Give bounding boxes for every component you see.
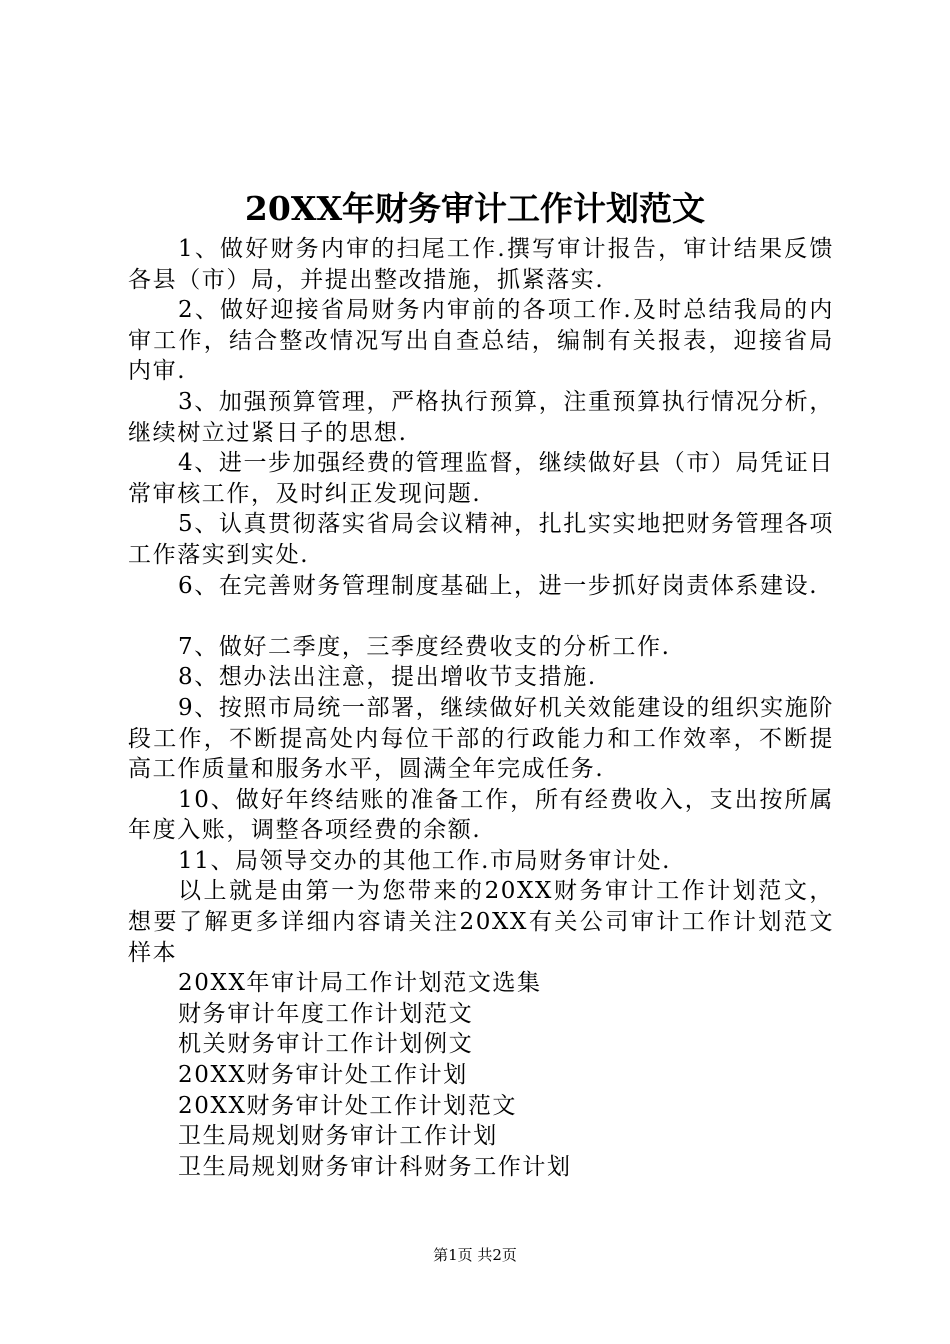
paragraph-8: 8、想办法出注意，提出增收节支措施. bbox=[178, 664, 597, 691]
paragraph-9: 9、按照市局统一部署，继续做好机关效能建设的组织实施阶段工作，不断提高处内每位干部的行政能力和工作效率，不断提高工作质量和服务水平，圆满全年完成任务. bbox=[128, 694, 834, 783]
paragraph-5: 5、认真贯彻落实省局会议精神，扎扎实实地把财务管理各项工作落实到实处. bbox=[128, 511, 834, 568]
related-link[interactable]: 20XX财务审计处工作计划范文 bbox=[178, 1092, 518, 1119]
related-link[interactable]: 卫生局规划财务审计工作计划 bbox=[178, 1123, 498, 1150]
paragraph-11: 11、局领导交办的其他工作.市局财务审计处. bbox=[178, 847, 672, 874]
summary-paragraph: 以上就是由第一为您带来的20XX财务审计工作计划范文，想要了解更多详细内容请关注20XX有关公司审计工作计划范文样本 bbox=[128, 878, 834, 966]
paragraph-7: 7、做好二季度，三季度经费收支的分析工作. bbox=[178, 633, 671, 660]
paragraph-3: 3、加强预算管理，严格执行预算，注重预算执行情况分析，继续树立过紧日子的思想. bbox=[128, 388, 834, 446]
paragraph-6: 6、在完善财务管理制度基础上，进一步抓好岗责体系建设. bbox=[178, 572, 819, 599]
related-link[interactable]: 20XX财务审计处工作计划 bbox=[178, 1062, 468, 1089]
page-footer: 第1页 共2页 bbox=[433, 1246, 517, 1264]
related-links-list bbox=[128, 968, 834, 1182]
related-link[interactable]: 机关财务审计工作计划例文 bbox=[178, 1031, 474, 1058]
paragraph-1: 1、做好财务内审的扫尾工作.撰写审计报告，审计结果反馈各县（市）局，并提出整改措施，抓紧落实. bbox=[128, 236, 834, 293]
paragraph-10: 10、做好年终结账的准备工作，所有经费收入，支出按所属年度入账，调整各项经费的余额. bbox=[128, 786, 834, 844]
paragraph-2: 2、做好迎接省局财务内审前的各项工作.及时总结我局的内审工作，结合整改情况写出自查总结，编制有关报表，迎接省局内审. bbox=[128, 297, 834, 385]
paragraph-4: 4、进一步加强经费的管理监督，继续做好县（市）局凭证日常审核工作，及时纠正发现问题. bbox=[128, 450, 834, 507]
related-link[interactable]: 卫生局规划财务审计科财务工作计划 bbox=[178, 1153, 572, 1180]
document-title: 20XX年财务审计工作计划范文 bbox=[244, 189, 706, 228]
related-link[interactable]: 20XX年审计局工作计划范文选集 bbox=[178, 970, 542, 997]
related-link[interactable]: 财务审计年度工作计划范文 bbox=[178, 1000, 474, 1027]
document-body bbox=[128, 234, 834, 1182]
